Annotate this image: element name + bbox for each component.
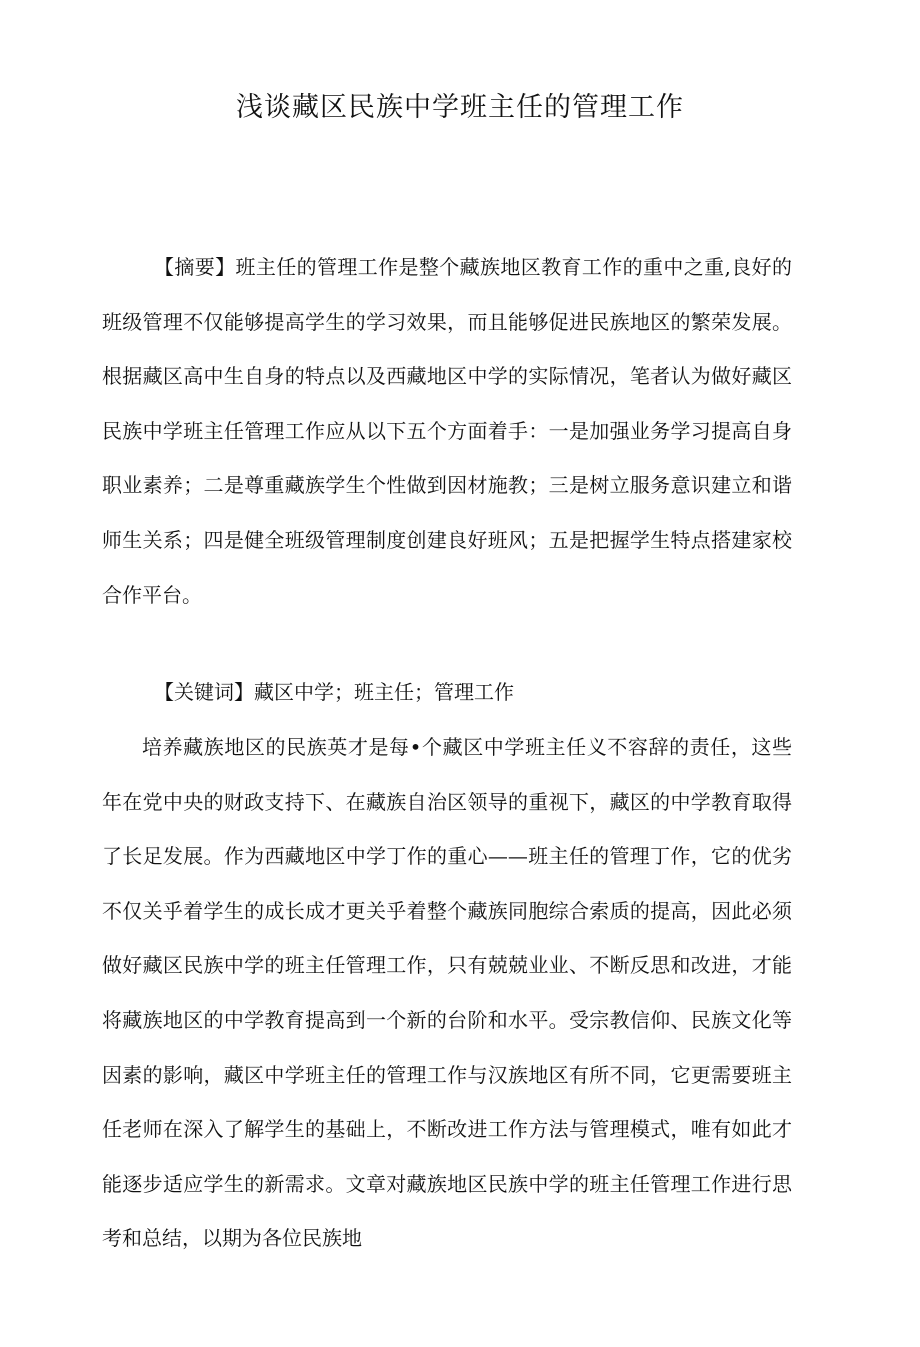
document-title: 浅谈藏区民族中学班主任的管理工作 <box>236 92 684 123</box>
abstract-text: 班主任的管理工作是整个藏族地区教育工作的重中之重,良好的班级管理不仅能够提高学生的学习效果，而且能够促进民族地区的繁荣发展。根据藏区高中生自身的特点以及西藏地区中学的实际情况，笔者认为做好藏区民族中学班主任管理工作应从以下五个方面着手：一是加强业务学习提高自身职业素养；二是尊重藏族学生个性做到因材施教；三是树立服务意识建立和谐师生关系；四是健全班级管理制度创建良好班风；五是把握学生特点搭建家校合作平台。 <box>102 255 793 607</box>
keywords-label: 【关键词】 <box>154 680 254 704</box>
body-paragraph: 培养藏族地区的民族英才是每•个藏区中学班主任义不容辞的责任，这些年在党中央的财政支持下、在藏族自治区领导的重视下，藏区的中学教育取得了长足发展。作为西藏地区中学丁作的重心——班主任的管理丁作，它的优劣不仅关乎着学生的成长成才更关乎着整个藏族同胞综合索质的提高，因此必须做好藏区民族中学的班主任管理工作，只有兢兢业业、不断反思和改进，才能将藏族地区的中学教育提高到一个新的台阶和水平。受宗教信仰、民族文化等因素的影响，藏区中学班主任的管理工作与汉族地区有所不同，它更需要班主任老师在深入了解学生的基础上，不断改进工作方法与管理模式，唯有如此才能逐步适应学生的新需求。文章对藏族地区民族中学的班主任管理工作进行思考和总结，以期为各位民族地 <box>102 735 792 1251</box>
keywords-paragraph <box>102 665 792 720</box>
abstract-label: 【摘要】 <box>154 255 236 279</box>
abstract-paragraph <box>102 240 792 622</box>
keywords-text: 藏区中学；班主任；管理工作 <box>254 680 514 704</box>
